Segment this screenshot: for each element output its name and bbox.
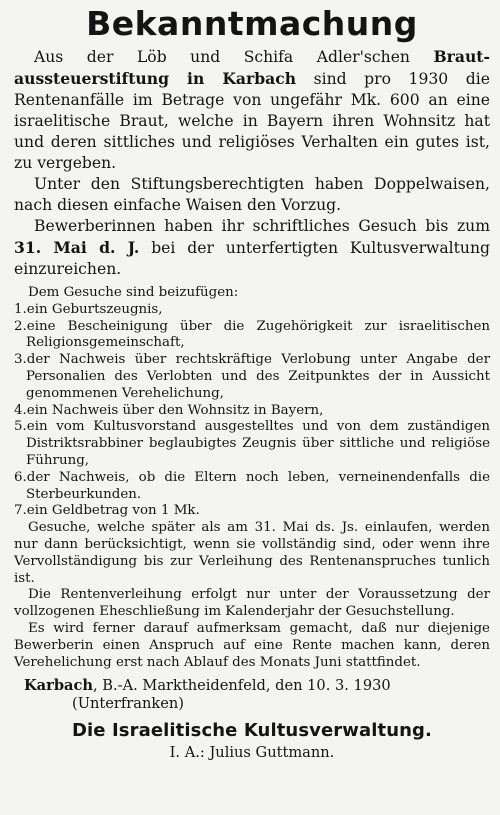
list-item: [14, 403, 490, 420]
item-text: der Nachweis über rechtskräftige Verlobung unter Angabe der Personalien des Verlobten und des Zeitpunktes der in Aussicht genommenen Verehelichung,: [26, 352, 490, 401]
list-item: [14, 503, 490, 520]
note-marriage-condition: Die Rentenverleihung erfolgt nur unter der Voraussetzung der vollzogenen Eheschließung im Kalenderjahr der Gesuchstellung.: [14, 587, 490, 620]
place-name: Karbach: [24, 677, 93, 695]
item-number: 3.: [14, 352, 27, 368]
place-date: , B.-A. Marktheidenfeld, den 10. 3. 1930: [93, 677, 391, 695]
item-number: 4.: [14, 402, 27, 418]
attachments-list: [14, 302, 490, 520]
list-item: [14, 302, 490, 319]
item-text: der Nachweis, ob die Eltern noch leben, verneinendenfalls die Sterbeurkunden.: [26, 469, 490, 502]
item-text: ein vom Kultusvorstand ausgestelltes und von dem zuständigen Distriktsrabbiner beglaubigtes Zeugnis über sittliche und religiöse Führung,: [26, 419, 490, 468]
item-text: ein Nachweis über den Wohnsitz in Bayern,: [26, 402, 324, 418]
organization-name: Die Israelitische Kultusverwaltung.: [72, 720, 432, 742]
paragraph-priority: Unter den Stiftungsberechtigten haben Doppelwaisen, nach diesen einfache Waisen den Vorzug.: [14, 175, 490, 214]
paragraph-foundation: [14, 46, 490, 174]
region-label: (Unterfranken): [72, 695, 184, 713]
attachments-intro: Dem Gesuche sind beizufügen:: [28, 285, 239, 300]
list-item: [14, 352, 490, 402]
list-item: [14, 470, 490, 504]
paragraph-deadline: [14, 216, 490, 280]
deadline-date: 31. Mai d. J.: [14, 238, 140, 257]
foundation-name: Brautaussteuerstiftung in Karbach: [14, 47, 490, 88]
item-number: 1.: [14, 301, 27, 317]
attachments-section: [14, 285, 490, 671]
notice-title: Bekanntmachung: [86, 4, 418, 43]
item-number: 6.: [14, 469, 27, 485]
place-date-line: [14, 676, 490, 695]
item-text: ein Geburtszeugnis,: [26, 301, 163, 317]
list-item: [14, 419, 490, 469]
item-number: 7.: [14, 503, 27, 519]
item-text: eine Bescheinigung über die Zugehörigkeit zur israelitischen Religionsgemeinschaft,: [26, 318, 490, 351]
paragraph-foundation-text-b: sind pro 1930 die Rentenanfälle im Betrage von ungefähr Mk. 600 an eine israelitische Braut, welche in Bayern ihren Wohnsitz hat und deren sittliches und religiöses Verhalten ein gutes ist, zu vergeben.: [14, 70, 490, 172]
paragraph-foundation-text-a: Aus der Löb und Schifa Adler'schen: [34, 48, 434, 66]
note-eligibility: Es wird ferner darauf aufmerksam gemacht, daß nur diejenige Bewerberin einen Anspruch auf eine Rente machen kann, deren Verehelichung erst nach Ablauf des Monats Juni stattfindet.: [14, 620, 490, 670]
item-number: 2.: [14, 318, 27, 334]
item-number: 5.: [14, 419, 27, 435]
item-text: ein Geldbetrag von 1 Mk.: [26, 503, 200, 519]
list-item: [14, 319, 490, 353]
note-late-applications: Gesuche, welche später als am 31. Mai ds. Js. einlaufen, werden nur dann berücksichtigt, wenn sie vollständig sind, oder wenn ihre Vervollständigung bis zur Verleihung des Rentenanspruches tunlich ist.: [14, 520, 490, 586]
paragraph-deadline-text-a: Bewerberinnen haben ihr schriftliches Gesuch bis zum: [34, 217, 490, 235]
signer-line: I. A.: Julius Guttmann.: [169, 744, 335, 762]
notice-body: [14, 46, 490, 280]
paragraph-deadline-text-b: bei der unterfertigten Kultusverwaltung einzureichen.: [14, 239, 491, 278]
